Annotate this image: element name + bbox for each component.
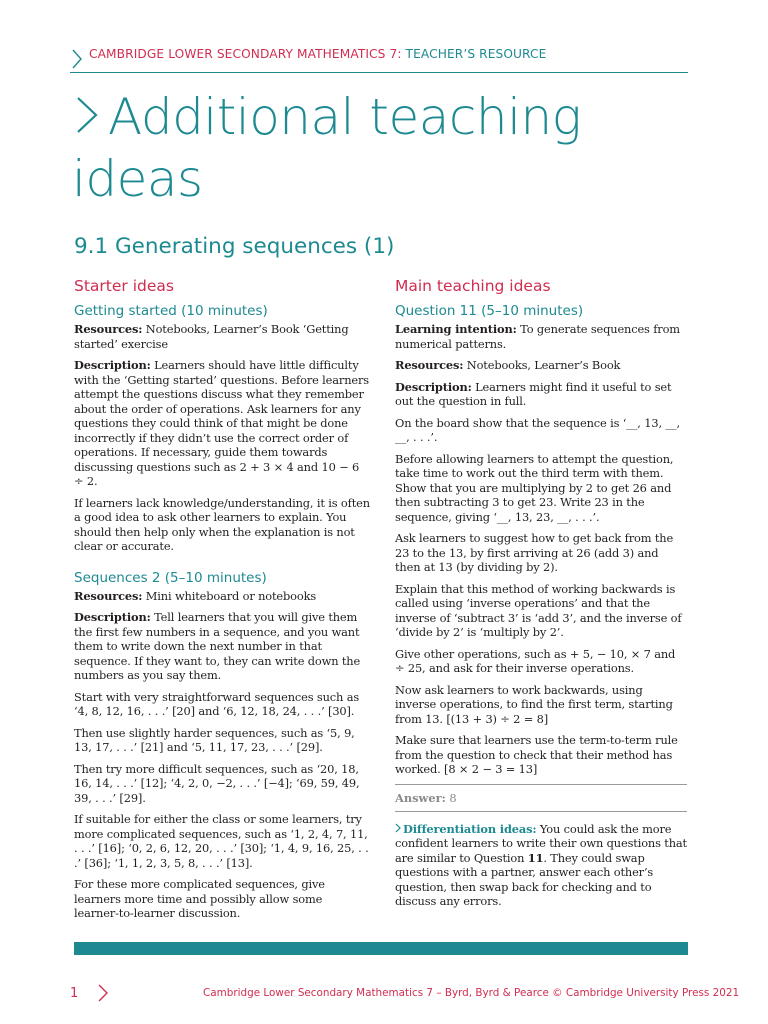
main-teaching-heading: Main teaching ideas <box>395 277 551 295</box>
starter-ideas-heading: Starter ideas <box>74 277 174 295</box>
sequences-resources: Resources: Mini whiteboard or notebooks <box>74 588 317 603</box>
q11-resources: Resources: Notebooks, Learner’s Book <box>395 358 621 372</box>
q11-paragraph: Explain that this method of working backwards is called using ‘inverse operations’ and that the inverse of ‘subtract 3’ is ‘add 3’, and the inverse of ‘divide by 2’ is ‘multiply by 2’. <box>395 581 682 639</box>
page-title <box>72 86 581 210</box>
getting-started-resources: Resources: Notebooks, Learner’s Book ‘Getting started’ exercise <box>74 322 349 351</box>
right-column <box>395 276 687 916</box>
page-number: 1 <box>70 986 79 1001</box>
running-header <box>70 46 688 73</box>
sequences-paragraph: Start with very straightforward sequences such as ‘4, 8, 12, 16, . . .’ [20] and ‘6, 12, 18, 24, . . .’ [30]. <box>74 689 360 718</box>
title-line-1: Additional teaching <box>108 88 582 146</box>
chevron-right-icon <box>97 983 109 1003</box>
differentiation-ideas: Differentiation ideas: You could ask the more confident learners to write their own questions that are similar to Question 11. They could swap questions with a partner, answer each other’s question, then swap back for checking and to discuss any errors. <box>395 821 687 908</box>
sequences-paragraph: Then use slightly harder sequences, such as ‘5, 9, 13, 17, . . .’ [21] and ‘5, 11, 17, 23, . . .’ [29]. <box>74 725 355 754</box>
q11-paragraph: Before allowing learners to attempt the question, take time to work out the third term with them. Show that you are multiplying by 2 to get 26 and then subtracting 3 to get 23. Write 23 in the sequence, giving ‘__, 13, 23, __, . . .’. <box>395 451 674 524</box>
chevron-right-icon <box>72 95 102 135</box>
footer-credit: Cambridge Lower Secondary Mathematics 7 – Byrd, Byrd & Pearce © Cambridge University Press 2021 <box>203 987 740 999</box>
footer-bar <box>74 942 688 955</box>
q11-paragraph: Give other operations, such as + 5, − 10, × 7 and ÷ 25, and ask for their inverse operations. <box>395 646 676 675</box>
getting-started-heading: Getting started (10 minutes) <box>74 303 268 319</box>
chevron-right-icon <box>395 823 401 833</box>
sequences-paragraph: For these more complicated sequences, give learners more time and possibly allow some learner-to-learner discussion. <box>74 877 325 920</box>
learning-intention: Learning intention: To generate sequences from numerical patterns. <box>395 322 680 351</box>
getting-started-description: Description: Learners should have little difficulty with the ‘Getting started’ questions. Before learners attempt the questions discuss what they remember about the order of operations. Ask learners for any questions they could think of that might be done incorrectly if they didn’t use the correct order of operations. If necessary, guide them towards discussing questions such as 2 + 3 × 4 and 10 − 6 ÷ 2. <box>74 358 369 488</box>
answer-box: Answer: 8 <box>395 784 687 812</box>
q11-paragraph: Make sure that learners use the term-to-term rule from the question to check that their method has worked. [8 × 2 − 3 = 13] <box>395 733 678 776</box>
section-title: 9.1 Generating sequences (1) <box>74 234 395 259</box>
header-text <box>89 47 546 61</box>
q11-description: Description: Learners might find it useful to set out the question in full. <box>395 379 672 408</box>
sequences-heading: Sequences 2 (5–10 minutes) <box>74 569 267 586</box>
sequences-description: Description: Tell learners that you will give them the first few numbers in a sequence, and you want them to write down the next number in that sequence. If they want to, they can write down the numbers as you say them. <box>74 610 361 682</box>
question-11-heading: Question 11 (5–10 minutes) <box>395 303 584 319</box>
header-resource: TEACHER’S RESOURCE <box>405 47 547 61</box>
header-series: CAMBRIDGE LOWER SECONDARY MATHEMATICS 7: <box>89 47 402 61</box>
chevron-right-icon <box>70 48 84 70</box>
sequences-paragraph: If suitable for either the class or some learners, try more complicated sequences, such as ‘1, 2, 4, 7, 11, . . .’ [16]; ‘0, 2, 6, 12, 20, . . .’ [30]; ‘1, 4, 9, 16, 25, . . .’ [36]; ‘1, 1, 2, 3, 5, 8, . . .’ [13]. <box>74 812 369 870</box>
q11-paragraph: Ask learners to suggest how to get back from the 23 to the 13, by first arriving at 26 (add 3) and then at 13 (by dividing by 2). <box>395 531 674 574</box>
sequences-paragraph: Then try more difficult sequences, such as ‘20, 18, 16, 14, . . .’ [12]; ‘4, 2, 0, −2, . . .’ [−4]; ‘69, 59, 49, 39, . . .’ [29]. <box>74 761 360 805</box>
left-column <box>74 276 370 928</box>
q11-paragraph: On the board show that the sequence is ‘__, 13, __, __, . . .’. <box>395 415 680 444</box>
getting-started-paragraph: If learners lack knowledge/understanding, it is often a good idea to ask other learners to explain. You should then help only when the explanation is not clear or accurate. <box>74 495 370 553</box>
q11-paragraph: Now ask learners to work backwards, using inverse operations, to find the first term, starting from 13. [(13 + 3) ÷ 2 = 8] <box>395 682 673 726</box>
title-line-2: ideas <box>72 150 203 208</box>
